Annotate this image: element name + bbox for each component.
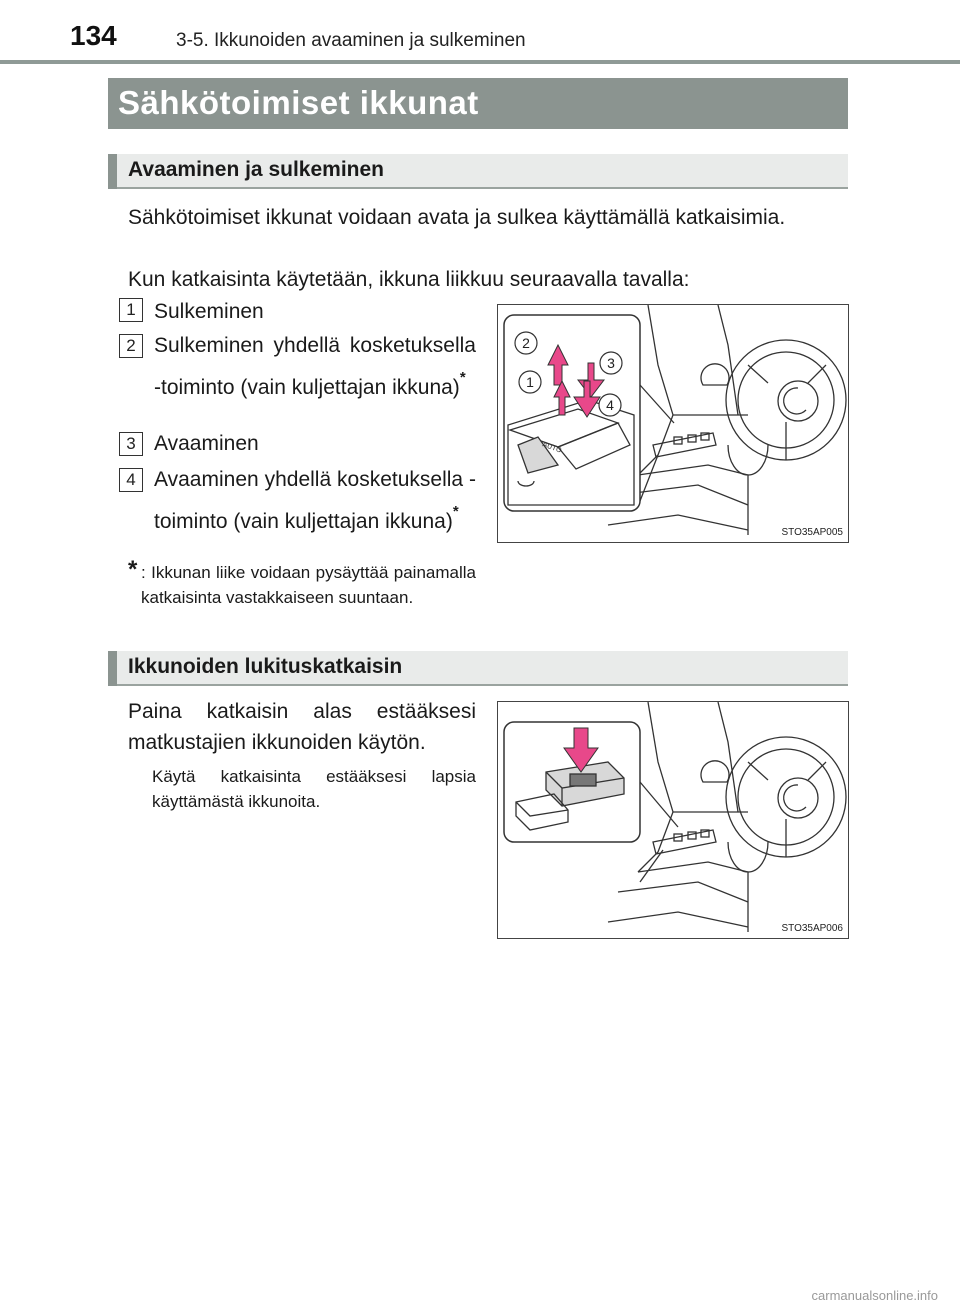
lock-switch-illustration: [498, 702, 848, 938]
lock-switch-note: Käytä katkaisinta estääksesi lapsia käyttämästä ikkunoita.: [152, 767, 476, 811]
footnote-marker: *: [128, 556, 138, 583]
callout-number: 4: [606, 397, 614, 413]
watermark: carmanualsonline.info: [811, 1288, 938, 1303]
running-head: 3-5. Ikkunoiden avaaminen ja sulkeminen: [176, 30, 526, 51]
item-number-badge: 4: [119, 468, 143, 492]
list-item-text: Sulkeminen: [154, 300, 264, 323]
figure-code: STO35AP006: [781, 923, 843, 934]
asterisk-marker: *: [452, 503, 459, 520]
list-item-text: Avaaminen yhdellä kosketuksella -toiminto (vain kuljettajan ikkuna)*: [154, 468, 476, 533]
header-rule: [0, 60, 960, 64]
section-heading-bar-opening-closing: [108, 154, 848, 189]
intro-paragraph-2: Kun katkaisinta käytetään, ikkuna liikkuu seuraavalla tavalla:: [128, 268, 690, 291]
item-number-badge: 3: [119, 432, 143, 456]
lock-switch-paragraph: Paina katkaisin alas estääksesi matkustajien ikkunoiden käytön.: [128, 700, 476, 754]
callout-number: 1: [526, 374, 534, 390]
page-title: Sähkötoimiset ikkunat: [118, 84, 479, 121]
asterisk-marker: *: [459, 369, 466, 386]
figure-code: STO35AP005: [781, 527, 843, 538]
footnote-text: : Ikkunan liike voidaan pysäyttää painamalla katkaisinta vastakkaiseen suuntaan.: [141, 563, 476, 607]
callout-number: 3: [607, 355, 615, 371]
page-title-bar: [108, 78, 848, 129]
section-heading: Ikkunoiden lukituskatkaisin: [128, 655, 403, 678]
list-item-text: Sulkeminen yhdellä kosketuksella -toiminto (vain kuljettajan ikkuna)*: [154, 334, 476, 399]
intro-paragraph: Sähkötoimiset ikkunat voidaan avata ja sulkea käyttämällä katkaisimia.: [128, 206, 786, 229]
auto-switch-label: AUTO: [541, 440, 563, 455]
item-number-badge: 1: [119, 298, 143, 322]
figure-lock-switch: [497, 701, 849, 939]
page-number: 134: [70, 20, 117, 51]
section-heading-bar-lock-switch: [108, 651, 848, 686]
section-heading: Avaaminen ja sulkeminen: [128, 158, 384, 181]
window-switch-illustration: [498, 305, 848, 542]
callout-number: 2: [522, 335, 530, 351]
list-item-text: Avaaminen: [154, 432, 259, 455]
figure-window-switch: [497, 304, 849, 543]
section-accent: [108, 154, 117, 189]
section-accent: [108, 651, 117, 686]
item-number-badge: 2: [119, 334, 143, 358]
